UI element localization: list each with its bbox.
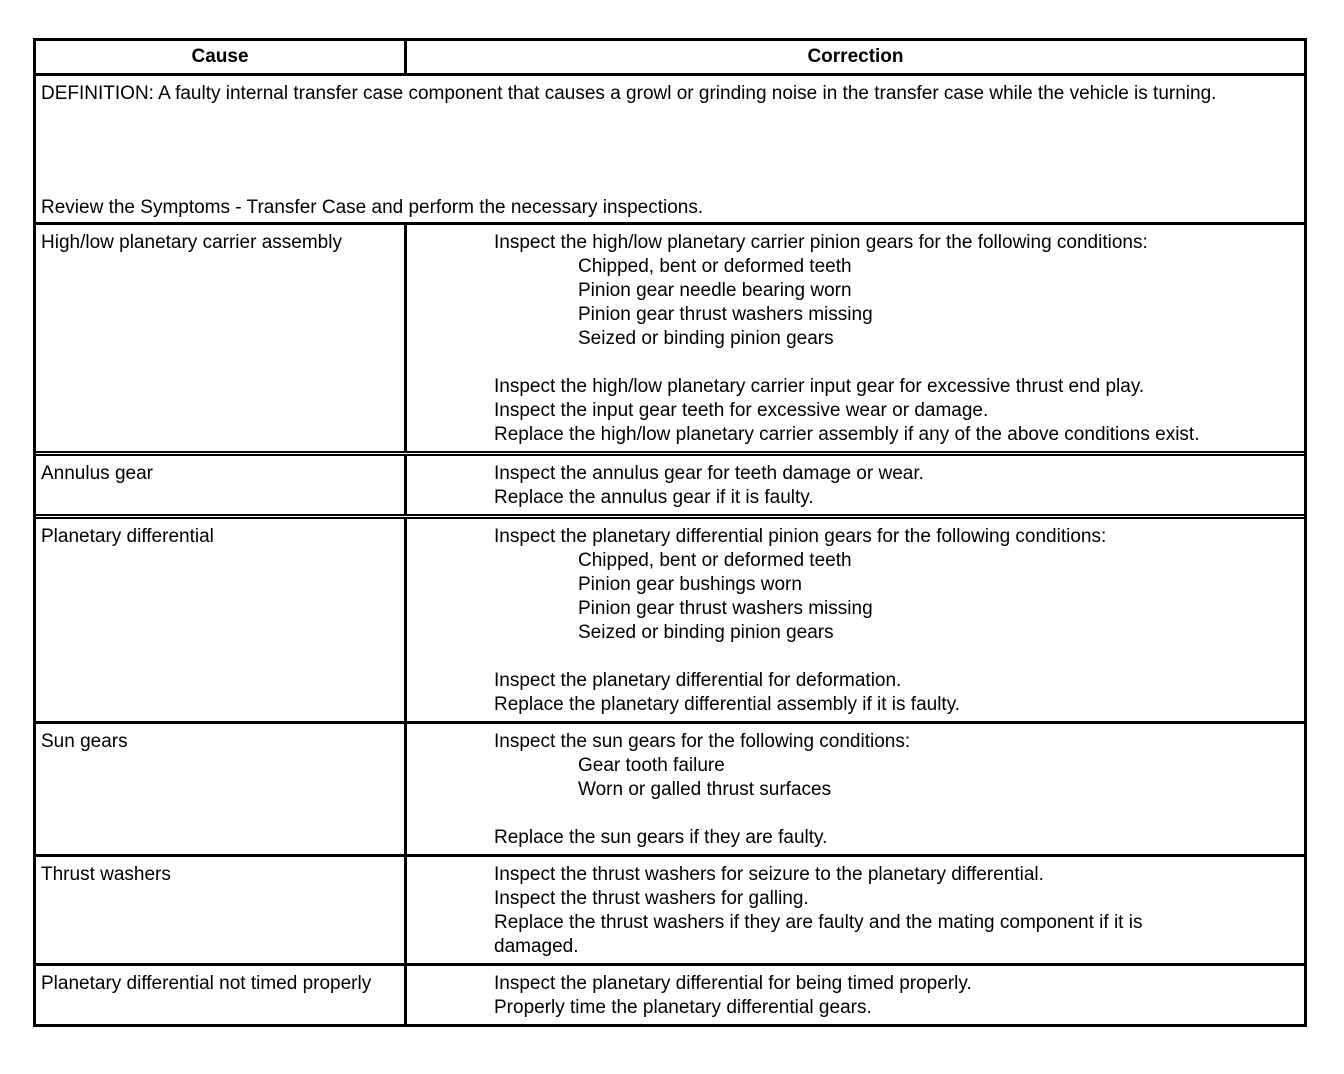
cause-cell: High/low planetary carrier assembly xyxy=(36,225,407,451)
condition-item: Seized or binding pinion gears xyxy=(578,328,834,349)
spacer xyxy=(494,645,1300,669)
table-header-row xyxy=(36,41,1304,73)
review-instruction: Review the Symptoms - Transfer Case and perform the necessary inspections. xyxy=(41,197,704,218)
correction-line: Replace the annulus gear if it is faulty. xyxy=(494,487,814,508)
cause-cell: Annulus gear xyxy=(36,456,407,514)
table-row xyxy=(36,721,1304,854)
condition-item: Pinion gear thrust washers missing xyxy=(578,598,873,619)
diagnostic-table xyxy=(33,38,1307,1027)
correction-line: Inspect the thrust washers for galling. xyxy=(494,888,809,909)
correction-cell xyxy=(407,519,1304,721)
spacer xyxy=(494,351,1300,375)
condition-item: Pinion gear thrust washers missing xyxy=(578,304,873,325)
cause-cell: Thrust washers xyxy=(36,857,407,963)
cause-cell: Sun gears xyxy=(36,724,407,854)
table-row xyxy=(36,963,1304,1024)
correction-line: Properly time the planetary differential gears. xyxy=(494,997,872,1018)
correction-line: Inspect the high/low planetary carrier pinion gears for the following conditions: xyxy=(494,232,1148,253)
header-cause: Cause xyxy=(36,41,407,73)
correction-line: Inspect the planetary differential for being timed properly. xyxy=(494,973,972,994)
correction-line: Inspect the annulus gear for teeth damage or wear. xyxy=(494,463,924,484)
header-correction: Correction xyxy=(807,46,904,67)
correction-cell xyxy=(407,225,1304,451)
correction-line: Replace the sun gears if they are faulty. xyxy=(494,827,828,848)
cause-cell: Planetary differential xyxy=(36,519,407,721)
correction-cell xyxy=(407,966,1304,1024)
correction-line: Replace the planetary differential assembly if it is faulty. xyxy=(494,694,961,715)
condition-item: Chipped, bent or deformed teeth xyxy=(578,550,852,571)
definition-text: DEFINITION: A faulty internal transfer case component that causes a growl or grinding noise in the transfer case while the vehicle is turning. xyxy=(41,83,1217,104)
correction-cell xyxy=(407,857,1304,963)
table-row xyxy=(36,451,1304,514)
correction-line: Replace the thrust washers if they are faulty and the mating component if it is xyxy=(494,912,1143,933)
correction-line: Replace the high/low planetary carrier assembly if any of the above conditions exist. xyxy=(494,424,1200,445)
correction-line: Inspect the planetary differential for deformation. xyxy=(494,670,902,691)
correction-cell xyxy=(407,724,1304,854)
correction-line: Inspect the input gear teeth for excessive wear or damage. xyxy=(494,400,989,421)
condition-item: Seized or binding pinion gears xyxy=(578,622,834,643)
condition-item: Gear tooth failure xyxy=(578,755,725,776)
condition-item: Worn or galled thrust surfaces xyxy=(578,779,832,800)
correction-line: Inspect the planetary differential pinion gears for the following conditions: xyxy=(494,526,1107,547)
correction-line: damaged. xyxy=(494,936,579,957)
correction-line: Inspect the thrust washers for seizure to the planetary differential. xyxy=(494,864,1044,885)
table-row xyxy=(36,222,1304,451)
cause-cell: Planetary differential not timed properly xyxy=(36,966,407,1024)
spacer xyxy=(494,802,1300,826)
correction-line: Inspect the high/low planetary carrier input gear for excessive thrust end play. xyxy=(494,376,1145,397)
condition-item: Pinion gear bushings worn xyxy=(578,574,802,595)
condition-item: Pinion gear needle bearing worn xyxy=(578,280,852,301)
correction-line: Inspect the sun gears for the following conditions: xyxy=(494,731,911,752)
definition-row xyxy=(36,73,1304,222)
correction-cell xyxy=(407,456,1304,514)
table-row xyxy=(36,854,1304,963)
condition-item: Chipped, bent or deformed teeth xyxy=(578,256,852,277)
table-row xyxy=(36,514,1304,721)
